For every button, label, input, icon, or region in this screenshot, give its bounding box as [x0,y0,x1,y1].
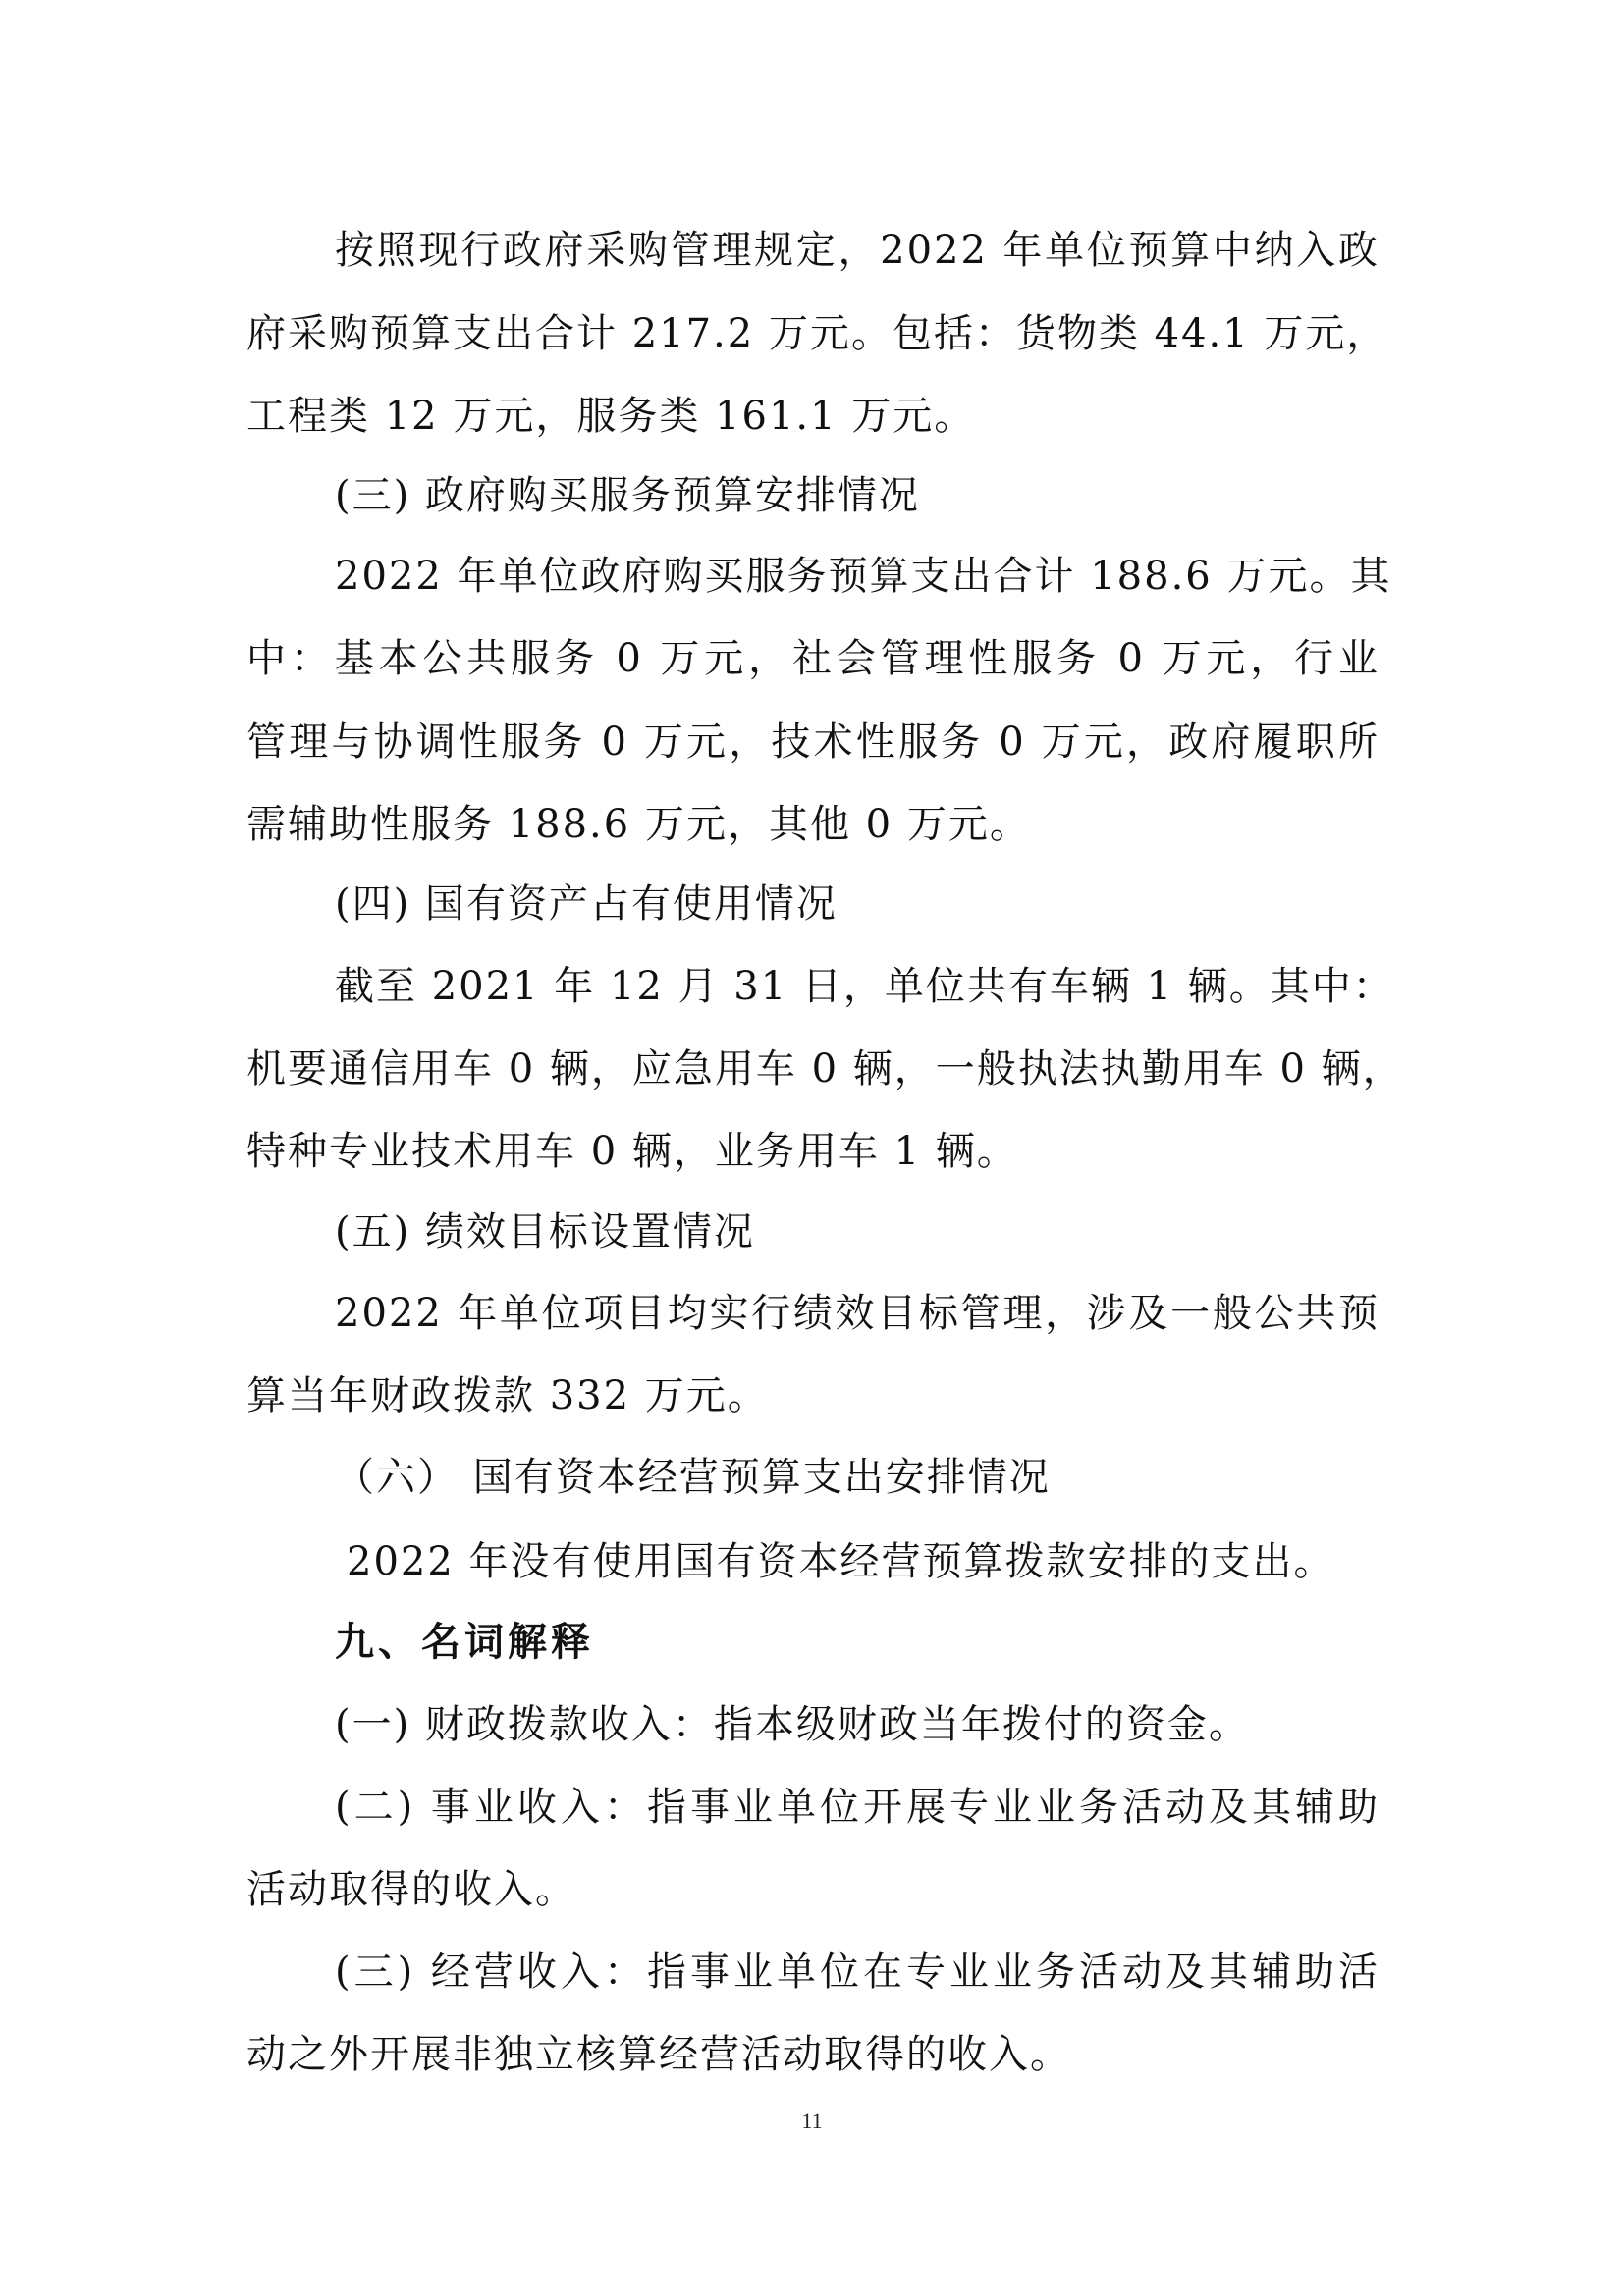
body-text-line: 按照现行政府采购管理规定，2022 年单位预算中纳入政 [335,228,1380,273]
definition-line: (一) 财政拨款收入：指本级财政当年拨付的资金。 [335,1702,1250,1747]
section-heading: (四) 国有资产占有使用情况 [335,881,838,927]
body-text-line: 需辅助性服务 188.6 万元，其他 0 万元。 [246,802,1031,847]
definition-line: (二) 事业收入：指事业单位开展专业业务活动及其辅助 [335,1785,1380,1830]
section-heading: (五) 绩效目标设置情况 [335,1209,755,1255]
body-text-line: 截至 2021 年 12 月 31 日，单位共有车辆 1 辆。其中： [335,964,1394,1009]
definition-line: 活动取得的收入。 [246,1867,576,1912]
body-text-line: 机要通信用车 0 辆，应急用车 0 辆，一般执法执勤用车 0 辆， [246,1046,1404,1092]
body-text-line: 特种专业技术用车 0 辆，业务用车 1 辆。 [246,1129,1018,1174]
body-text-line: 2022 年单位项目均实行绩效目标管理，涉及一般公共预 [335,1291,1380,1336]
body-text-line: 2022 年没有使用国有资本经营预算拨款安排的支出。 [347,1539,1335,1584]
section-heading: （六） 国有资本经营预算支出安排情况 [335,1455,1051,1500]
body-text-line: 算当年财政拨款 332 万元。 [246,1373,769,1418]
body-text-line: 中：基本公共服务 0 万元，社会管理性服务 0 万元，行业 [246,636,1380,681]
page-number: 11 [801,2109,823,2133]
body-text-line: 2022 年单位政府购买服务预算支出合计 188.6 万元。其 [335,554,1392,599]
body-text-line: 管理与协调性服务 0 万元，技术性服务 0 万元，政府履职所 [246,720,1380,765]
definition-line: 动之外开展非独立核算经营活动取得的收入。 [246,2032,1071,2077]
definition-line: (三) 经营收入：指事业单位在专业业务活动及其辅助活 [335,1949,1380,1995]
body-text-line: 工程类 12 万元，服务类 161.1 万元。 [246,394,976,439]
body-text-line: 府采购预算支出合计 217.2 万元。包括：货物类 44.1 万元， [246,311,1388,356]
section-heading: (三) 政府购买服务预算安排情况 [335,473,920,518]
chapter-heading: 九、名词解释 [335,1620,594,1665]
